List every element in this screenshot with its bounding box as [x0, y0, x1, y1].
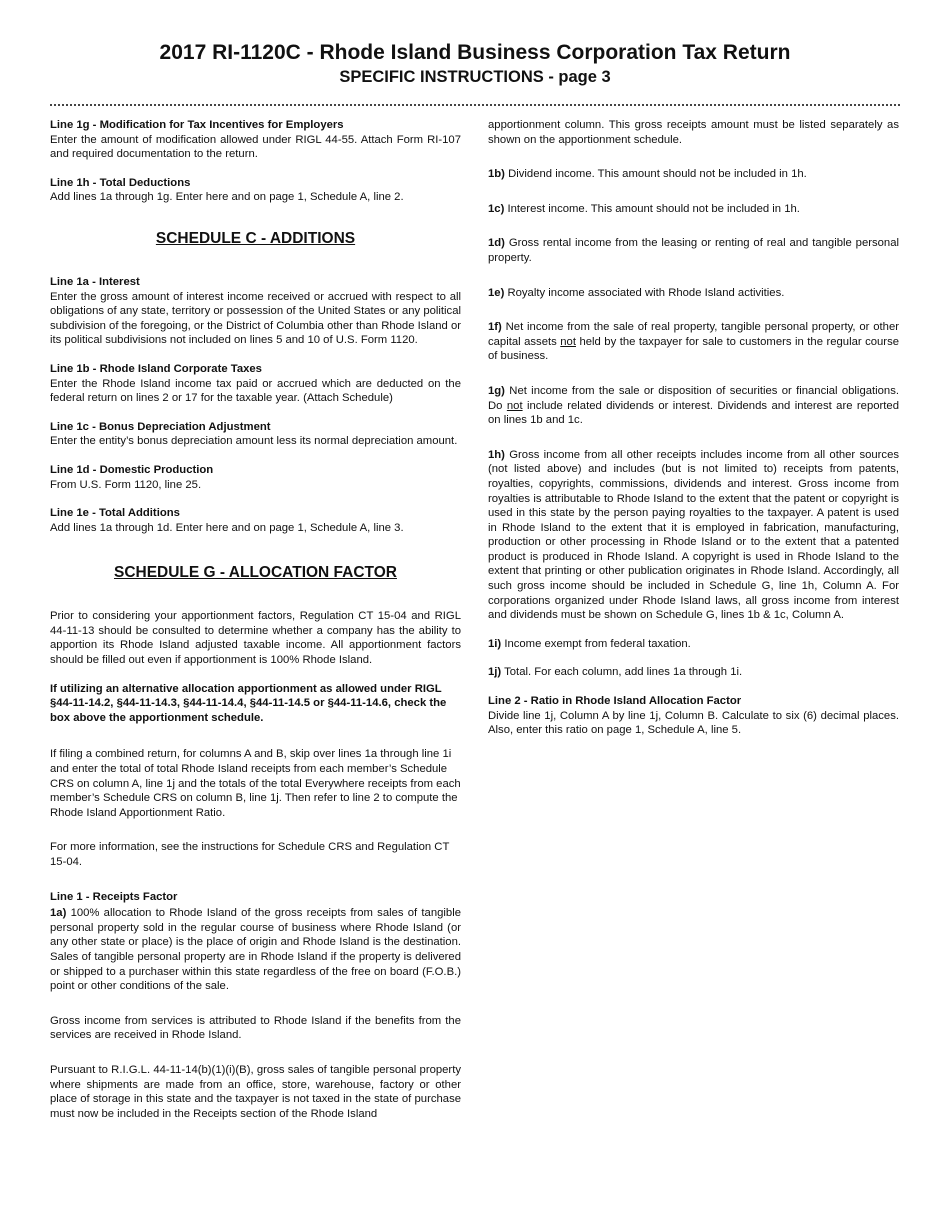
page-header: [0, 40, 950, 88]
services-para: Gross income from services is attributed to Rhode Island if the benefits from the services are received in Rhode Island.: [50, 1014, 461, 1042]
line-1g-receipts: [488, 384, 899, 428]
line-1g-text: Enter the amount of modification allowed under RIGL 44-55. Attach Form RI-107 and required documentation to the return.: [50, 133, 461, 161]
line-1g-label: 1g): [488, 384, 505, 397]
line-1d-receipts: [488, 236, 899, 265]
services-section: [50, 1014, 461, 1043]
line-1h-text: Add lines 1a through 1g. Enter here and on page 1, Schedule A, line 2.: [50, 191, 404, 204]
line-1b-receipts-text: Dividend income. This amount should not be included in 1h.: [508, 168, 807, 181]
line-1g-text-before: Net income from the sale or disposition of securities or financial obligations. Do: [488, 384, 900, 412]
line-1g-text-after: include related dividends or interest. Dividends and interest are reported on lines 1b and 1c.: [488, 399, 899, 427]
line-1j-label: 1j): [488, 666, 502, 679]
line-1c-text: Enter the entity’s bonus depreciation amount less its normal depreciation amount.: [50, 435, 458, 448]
line-1d-text: From U.S. Form 1120, line 25.: [50, 478, 202, 491]
line-1j-receipts: [488, 665, 899, 680]
line-1h-heading: Line 1h - Total Deductions: [50, 176, 191, 189]
line-1c-label: 1c): [488, 202, 505, 215]
line-1j-receipts-text: Total. For each column, add lines 1a through 1i.: [504, 666, 743, 679]
line-1g-section: [50, 118, 461, 162]
line-1d-heading: Line 1d - Domestic Production: [50, 463, 214, 476]
left-column: [50, 118, 461, 1121]
line-1e-receipts-text: Royalty income associated with Rhode Island activities.: [507, 286, 785, 299]
line-1g-heading: Line 1g - Modification for Tax Incentives for Employers: [50, 119, 344, 131]
line-2-heading: Line 2 - Ratio in Rhode Island Allocation Factor: [488, 695, 742, 708]
line-1c-heading: Line 1c - Bonus Depreciation Adjustment: [50, 420, 271, 433]
line-1-receipts-section: [50, 890, 461, 994]
line-1g-underlined: not: [506, 399, 523, 412]
line-1i-receipts-text: Income exempt from federal taxation.: [504, 637, 691, 650]
line-1-receipts-heading: Line 1 - Receipts Factor: [50, 890, 178, 903]
line-1d-label: 1d): [488, 237, 505, 250]
line-1h-receipts-text: Gross income from all other receipts includes income from all other sources (not listed above) and includes (but is not limited to) receipts from patents, royalties, copyrights, commissions, dividends and interest. Gross income from royalties is attributable to Rhode Island to the extent that the patent or copyright is used in this state by the person paying royalties to the taxpayer. A patent is used in Rhode Island to the extent that it is employed in fabrication, manufacturing, production or other processing in Rhode Island or to the extent that a patented product is produced in Rhode Island. A copyright is used in Rhode Island to the extent that printing or other publication originates in Rhode Island. Accordingly, all such gross income should be included in Schedule G, line 1h, Column A. For corporations organized under Rhode Island laws, all gross income from interest and dividends must be shown on Schedule G, lines 1b & 1c, Column A.: [488, 448, 900, 622]
alt-allocation-para: If utilizing an alternative allocation apportionment as allowed under RIGL §44-11-14.2, §44-11-14.3, §44-11-14.4, §44-11-14.5 or §44-11-14.6, check the box above the apportionment schedule.: [50, 682, 447, 724]
dotted-divider: [50, 104, 900, 106]
prior-para: Prior to considering your apportionment factors, Regulation CT 15-04 and RIGL 44-11-13 should be consulted to determine whether a company has the ability to apportion its Rhode Island adjusted taxable income. All apportionment factors should be filled out even if apportionment is 100% Rhode Island.: [50, 610, 461, 667]
line-1e-section: [50, 506, 461, 535]
line-1e-label: 1e): [488, 286, 505, 299]
line-1d-section: [50, 463, 461, 492]
line-1f-text-before: Net income from the sale of real property, tangible personal property, or other capital assets: [488, 321, 899, 348]
line-1f-underlined: not: [560, 335, 576, 348]
line-1c-section: [50, 420, 461, 449]
pursuant-para: Pursuant to R.I.G.L. 44-11-14(b)(1)(i)(B), gross sales of tangible personal property where shipments are made from an office, store, warehouse, factory or other place of storage in this state and the taxpayer is not taxed in the state of purchase must now be included in the Receipts section of the Rhode Island: [50, 1063, 461, 1120]
line-1d-receipts-text: Gross rental income from the leasing or renting of real and tangible personal property.: [488, 237, 899, 264]
line-1b-receipts: [488, 167, 899, 182]
schedule-c-title: SCHEDULE C - ADDITIONS: [155, 229, 356, 247]
line-1c-receipts: [488, 202, 899, 217]
line-1h-label: 1h): [488, 448, 505, 461]
line-2-text: Divide line 1j, Column A by line 1j, Column B. Calculate to six (6) decimal places. Also, enter this ratio on page 1, Schedule A, line 5.: [488, 709, 899, 737]
line-1c-receipts-text: Interest income. This amount should not be included in 1h.: [507, 202, 800, 215]
line-1b-section: [50, 362, 461, 406]
line-1a-receipts-label: 1a): [50, 907, 67, 920]
line-1i-receipts: [488, 637, 899, 652]
line-1a-receipts-text: 100% allocation to Rhode Island of the gross receipts from sales of tangible personal property sold in the regular course of business where Rhode Island (or any other state or place) is the place of origin and Rhode Island is the destination. Sales of tangible personal property are in Rhode Island if the property is delivered or shipped to a purchaser within this state regardless of the free on board (F.O.B.) point or other conditions of the sale.: [50, 907, 461, 993]
line-1i-label: 1i): [488, 637, 502, 650]
line-1b-text: Enter the Rhode Island income tax paid or accrued which are deducted on the federal return on lines 2 or 17 for the taxable year. (Attach Schedule): [50, 377, 461, 405]
line-1e-heading: Line 1e - Total Additions: [50, 507, 180, 520]
line-1a-section: [50, 275, 461, 348]
line-1f-label: 1f): [488, 321, 502, 334]
page-subtitle: SPECIFIC INSTRUCTIONS - page 3: [339, 68, 611, 86]
line-2-section: [488, 694, 899, 738]
line-1e-text: Add lines 1a through 1d. Enter here and on page 1, Schedule A, line 3.: [50, 521, 404, 534]
line-1a-heading: Line 1a - Interest: [50, 275, 140, 288]
right-column: [488, 118, 899, 738]
line-1e-receipts: [488, 286, 899, 301]
pursuant-section: [50, 1063, 461, 1121]
prior-section: [50, 609, 461, 667]
line-1h-receipts: [488, 448, 899, 623]
more-info-section: [50, 840, 461, 869]
line-1a-text: Enter the gross amount of interest income received or accrued with respect to all obligations of any state, territory or possession of the United States or any political subdivision of the foregoing, or the District of Columbia other than Rhode Island or its political subdivisions not included on lines 5 and 10 of U.S. Form 1120.: [50, 290, 461, 347]
combined-section: [50, 747, 461, 820]
line-1h-section: [50, 176, 461, 205]
schedule-g-title: SCHEDULE G - ALLOCATION FACTOR: [113, 564, 397, 582]
line-1a-receipts-para: [50, 906, 461, 994]
line-1b-heading: Line 1b - Rhode Island Corporate Taxes: [50, 362, 262, 375]
line-1f-text-after: held by the taxpayer for sale to customers in the regular course of business.: [488, 335, 900, 363]
continued-para: apportionment column. This gross receipts amount must be listed separately as shown on the apportionment schedule.: [488, 119, 899, 146]
line-1b-label: 1b): [488, 168, 505, 181]
line-1f-receipts: [488, 320, 899, 364]
more-info-para: For more information, see the instructions for Schedule CRS and Regulation CT 15-04.: [50, 841, 450, 868]
combined-return-para: If filing a combined return, for columns A and B, skip over lines 1a through line 1i and enter the total of total Rhode Island receipts from each member’s Schedule CRS on column A, line 1j and the totals of the total Everywhere receipts from each member’s Schedule CRS on column B, line 1j. Then refer to line 2 to compute the Rhode Island Apportionment Ratio.: [50, 748, 461, 819]
page-title: 2017 RI-1120C - Rhode Island Business Corporation Tax Return: [159, 41, 791, 64]
